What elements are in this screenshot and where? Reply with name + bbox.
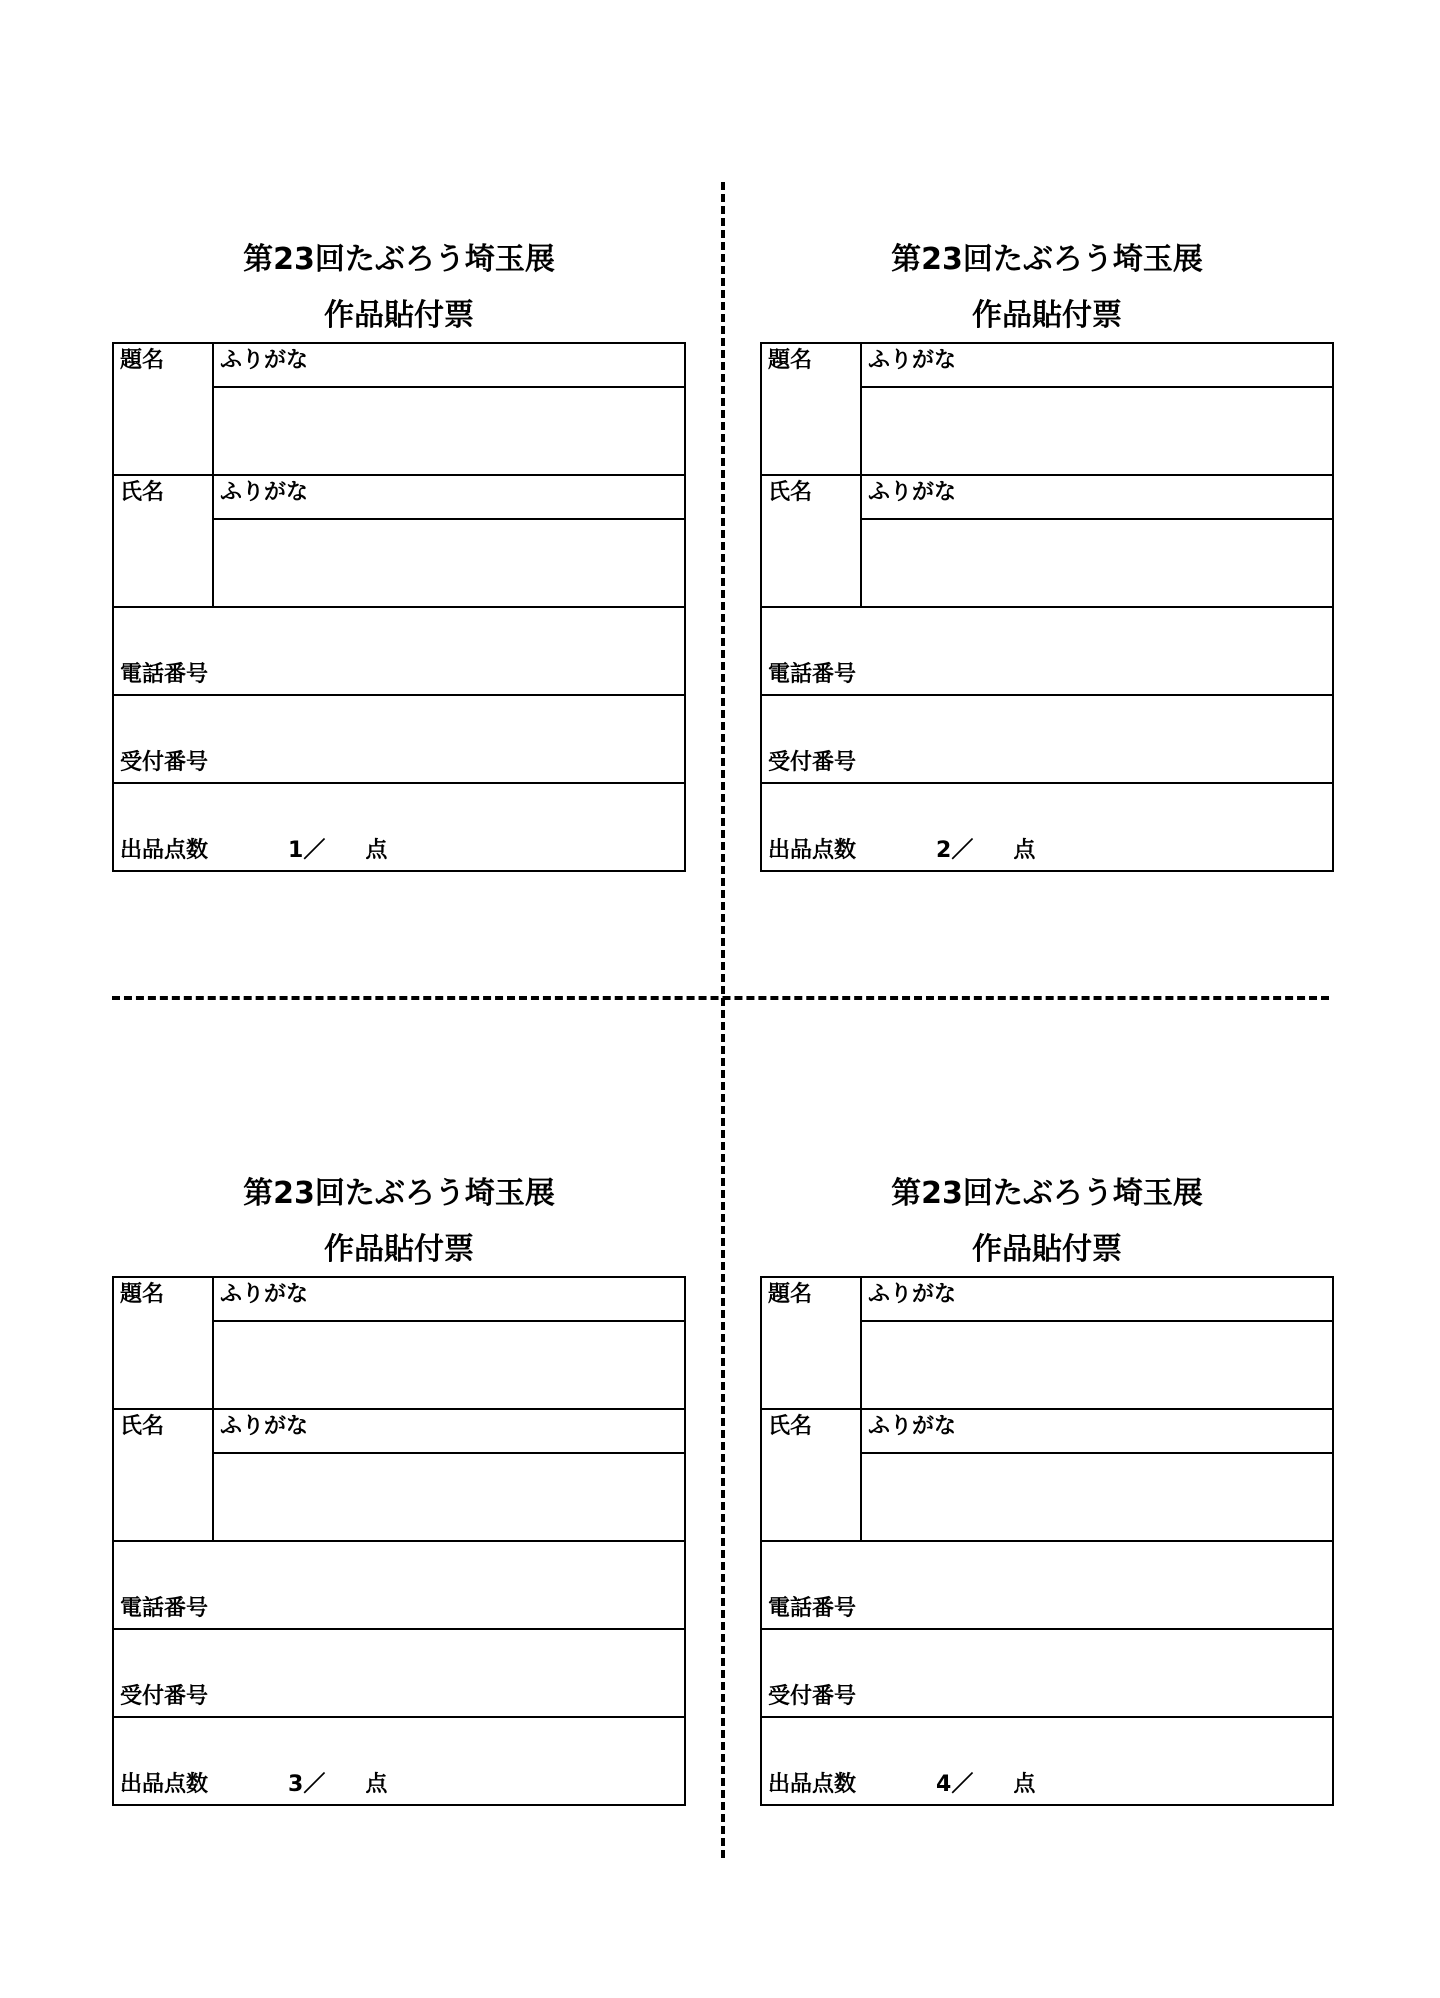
entry-count-field xyxy=(113,783,685,871)
count-unit: 点 xyxy=(1013,838,1036,863)
title-label: 題名 xyxy=(761,1277,861,1409)
entry-form-table xyxy=(112,1276,686,1806)
count-label: 出品点数 xyxy=(120,838,209,863)
title-furigana-field: ふりがな xyxy=(213,343,685,387)
exhibition-title: 第23回たぶろう埼玉展 xyxy=(891,242,1203,277)
phone-field: 電話番号 xyxy=(113,607,685,695)
title-entry-field xyxy=(213,387,685,475)
count-label: 出品点数 xyxy=(120,1772,209,1797)
name-furigana-field: ふりがな xyxy=(861,1409,1333,1453)
name-label: 氏名 xyxy=(113,475,213,607)
form-title: 作品貼付票 xyxy=(324,1232,474,1267)
name-entry-field xyxy=(861,1453,1333,1541)
entry-count-field xyxy=(113,1717,685,1805)
count-value: 1／ xyxy=(288,838,326,863)
name-label: 氏名 xyxy=(761,475,861,607)
entry-count-field xyxy=(761,783,1333,871)
title-entry-field xyxy=(861,1321,1333,1409)
phone-field: 電話番号 xyxy=(761,1541,1333,1629)
reception-number-field: 受付番号 xyxy=(761,695,1333,783)
exhibition-title: 第23回たぶろう埼玉展 xyxy=(243,1176,555,1211)
name-label: 氏名 xyxy=(761,1409,861,1541)
form-title: 作品貼付票 xyxy=(972,298,1122,333)
reception-number-field: 受付番号 xyxy=(113,1629,685,1717)
exhibition-title: 第23回たぶろう埼玉展 xyxy=(243,242,555,277)
count-unit: 点 xyxy=(365,838,388,863)
name-entry-field xyxy=(213,1453,685,1541)
vertical-cut-line xyxy=(721,182,725,1858)
horizontal-cut-line xyxy=(112,996,1329,1000)
name-furigana-field: ふりがな xyxy=(213,1409,685,1453)
name-label: 氏名 xyxy=(113,1409,213,1541)
name-entry-field xyxy=(213,519,685,607)
entry-form-table xyxy=(760,342,1334,872)
count-label: 出品点数 xyxy=(768,1772,857,1797)
title-entry-field xyxy=(213,1321,685,1409)
phone-field: 電話番号 xyxy=(761,607,1333,695)
entry-count-field xyxy=(761,1717,1333,1805)
exhibition-title: 第23回たぶろう埼玉展 xyxy=(891,1176,1203,1211)
title-furigana-field: ふりがな xyxy=(861,1277,1333,1321)
entry-form-table xyxy=(112,342,686,872)
title-label: 題名 xyxy=(761,343,861,475)
title-furigana-field: ふりがな xyxy=(213,1277,685,1321)
form-title: 作品貼付票 xyxy=(972,1232,1122,1267)
count-value: 2／ xyxy=(936,838,974,863)
count-value: 3／ xyxy=(288,1772,326,1797)
form-title: 作品貼付票 xyxy=(324,298,474,333)
count-unit: 点 xyxy=(365,1772,388,1797)
count-value: 4／ xyxy=(936,1772,974,1797)
title-entry-field xyxy=(861,387,1333,475)
title-furigana-field: ふりがな xyxy=(861,343,1333,387)
reception-number-field: 受付番号 xyxy=(761,1629,1333,1717)
phone-field: 電話番号 xyxy=(113,1541,685,1629)
count-unit: 点 xyxy=(1013,1772,1036,1797)
name-furigana-field: ふりがな xyxy=(213,475,685,519)
name-entry-field xyxy=(861,519,1333,607)
name-furigana-field: ふりがな xyxy=(861,475,1333,519)
count-label: 出品点数 xyxy=(768,838,857,863)
title-label: 題名 xyxy=(113,1277,213,1409)
title-label: 題名 xyxy=(113,343,213,475)
reception-number-field: 受付番号 xyxy=(113,695,685,783)
entry-form-table xyxy=(760,1276,1334,1806)
